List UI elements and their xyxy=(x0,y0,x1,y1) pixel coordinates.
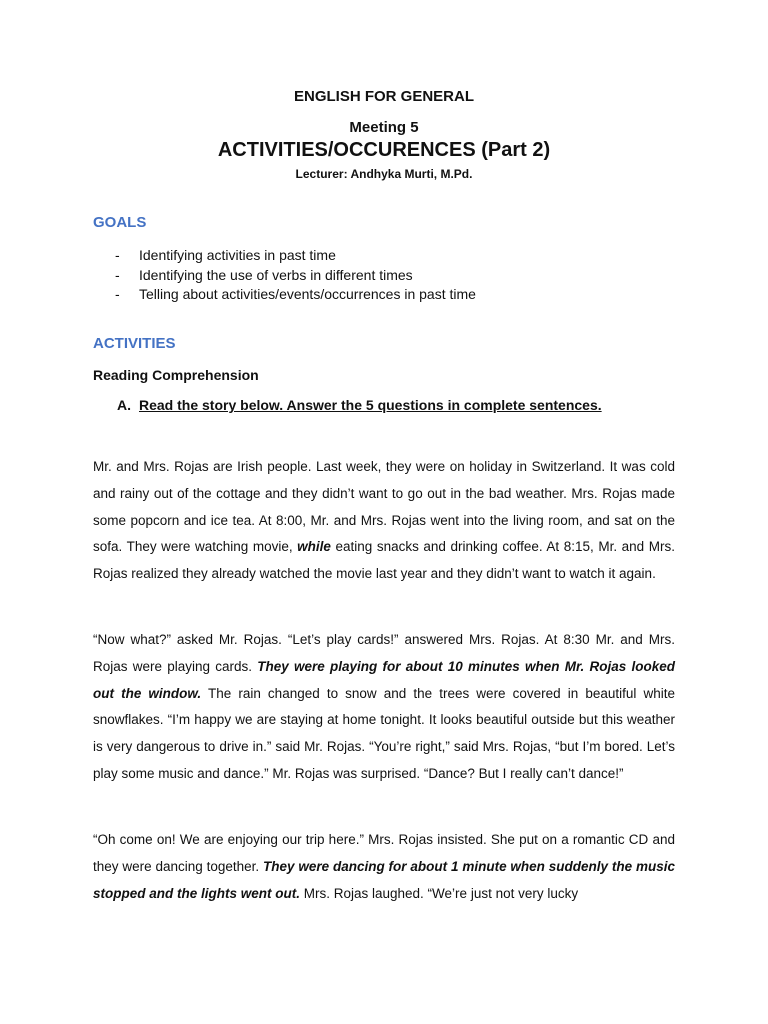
story-paragraph-1 xyxy=(93,454,675,588)
course-title: ENGLISH FOR GENERAL xyxy=(293,88,474,105)
page-title: ACTIVITIES/OCCURENCES (Part 2) xyxy=(217,139,551,161)
story-text: Mrs. Rojas laughed. “We’re just not very lucky xyxy=(300,885,579,901)
goals-heading: GOALS xyxy=(93,214,147,231)
story-text: eating snacks and drinking coffee. At 8:15, Mr. and Mrs. Rojas realized they already watched the movie last year and they didn’t want to watch it again. xyxy=(93,539,675,582)
list-dash: - xyxy=(115,266,120,283)
task-text: Read the story below. Answer the 5 questions in complete sentences. xyxy=(139,397,602,413)
story-paragraph-3 xyxy=(93,827,675,907)
task-instruction xyxy=(117,397,602,413)
list-dash: - xyxy=(115,286,120,302)
meeting-label: Meeting 5 xyxy=(349,119,419,136)
goals-list xyxy=(93,246,476,305)
story-emphasis: They were dancing for about 1 minute when suddenly the music stopped and the lights went out. xyxy=(93,858,675,901)
story-text: The rain changed to snow and the trees were covered in beautiful white snowflakes. “I’m happy we are staying at home tonight. It looks beautiful outside but this weather is very dangerous to drive in.” said Mr. Rojas. “You’re right,” said Mrs. Rojas, “but I’m bored. Let’s play some music and dance.” Mr. Rojas was surprised. “Dance? But I really can’t dance!” xyxy=(93,685,675,781)
story-emphasis: while xyxy=(297,539,331,555)
task-letter: A. xyxy=(117,397,131,413)
list-item xyxy=(93,266,476,286)
goal-text: Telling about activities/events/occurrences in past time xyxy=(139,286,476,302)
activities-heading: ACTIVITIES xyxy=(93,335,176,352)
story-text: “Now what?” asked Mr. Rojas. “Let’s play cards!” answered Mrs. Rojas. At 8:30 Mr. and Mrs. Rojas were playing cards. xyxy=(93,632,675,674)
lecturer-line: Lecturer: Andhyka Murti, M.Pd. xyxy=(295,167,473,181)
reading-comprehension-heading: Reading Comprehension xyxy=(93,367,259,383)
list-item xyxy=(93,285,476,305)
goal-text: Identifying activities in past time xyxy=(139,247,336,263)
story-emphasis: They were playing for about 10 minutes when Mr. Rojas looked out the window. xyxy=(93,658,675,701)
goal-text: Identifying the use of verbs in different times xyxy=(139,266,413,283)
story-text: Mr. and Mrs. Rojas are Irish people. Last week, they were on holiday in Switzerland. It was cold and rainy out of the cottage and they didn’t want to go out in the bad weather. Mrs. Rojas made some popcorn and ice tea. At 8:00, Mr. and Mrs. Rojas went into the living room, and sat on the sofa. They were watching movie, xyxy=(93,459,675,555)
story-paragraph-2 xyxy=(93,627,675,788)
list-dash: - xyxy=(115,247,120,263)
story-text: “Oh come on! We are enjoying our trip here.” Mrs. Rojas insisted. She put on a romantic CD and they were dancing together. xyxy=(93,832,675,874)
list-item xyxy=(93,246,476,266)
